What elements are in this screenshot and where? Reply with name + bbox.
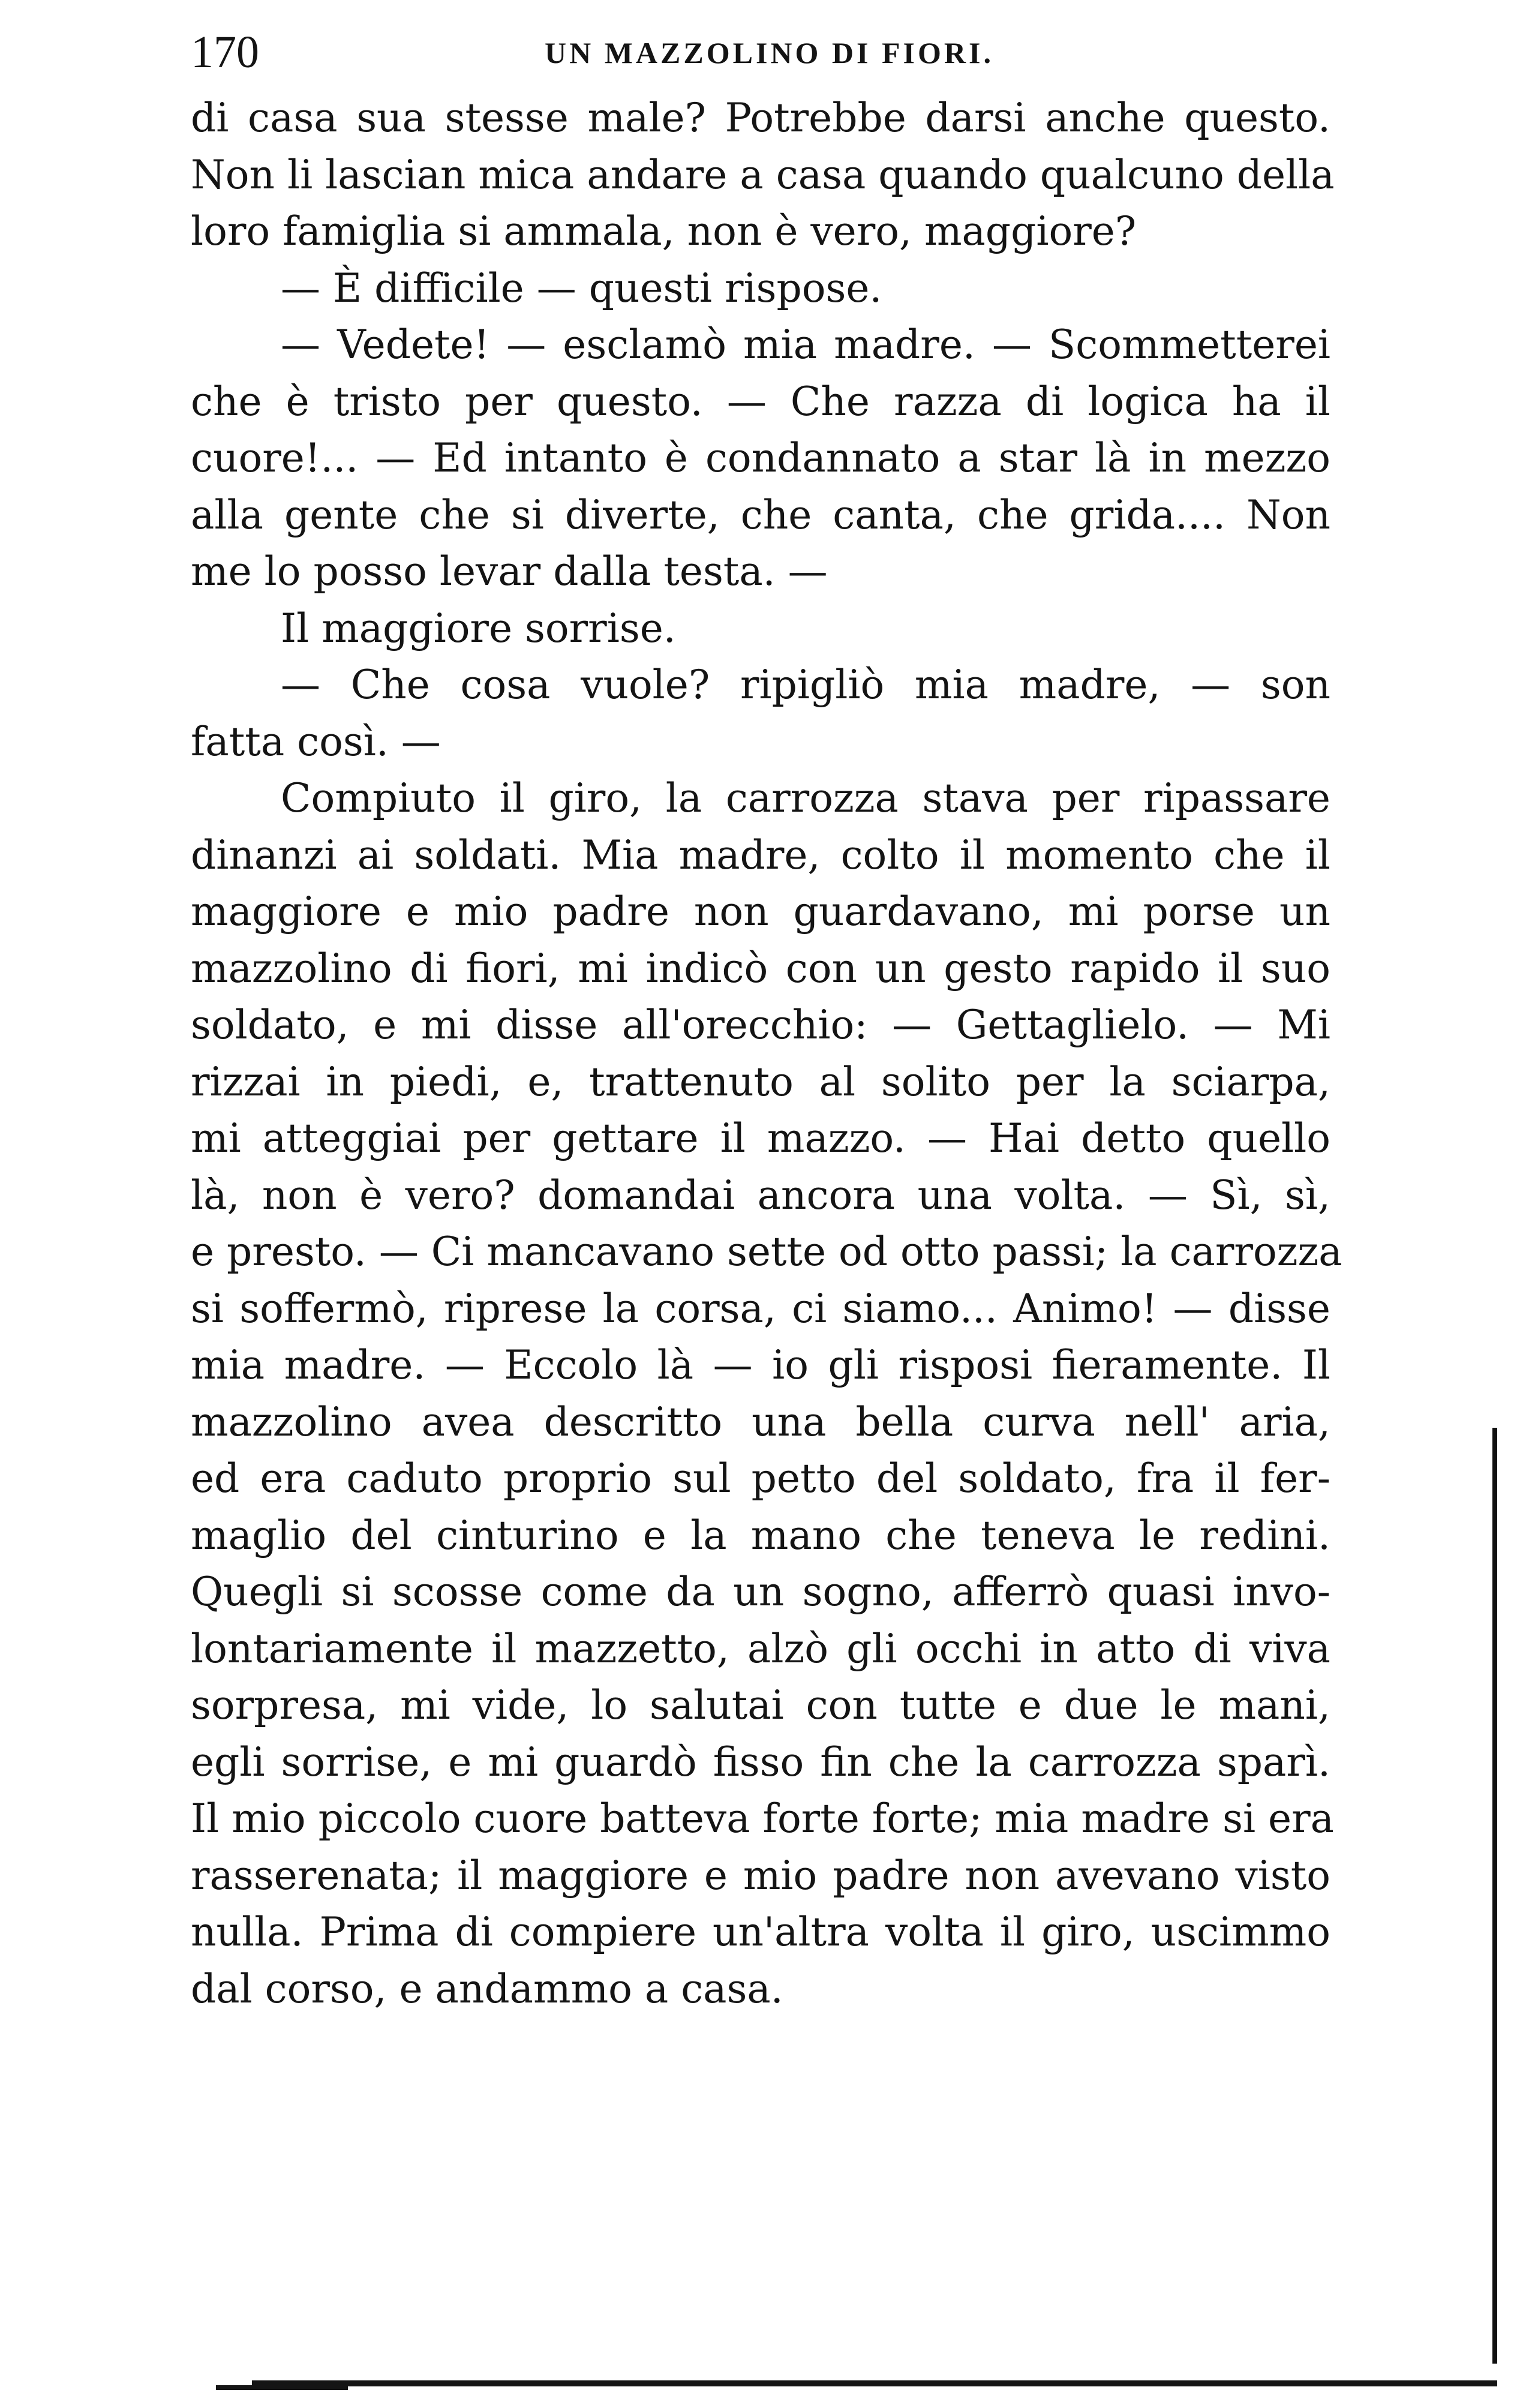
page-number: 170: [191, 27, 259, 77]
text-line: Quegli si scosse come da un sogno, afferrò quasi invo-: [191, 1569, 1330, 1615]
body-text: [191, 90, 1342, 2017]
text-line: Compiuto il giro, la carrozza stava per ripassare: [281, 775, 1330, 821]
text-line: Il maggiore sorrise.: [281, 605, 676, 651]
text-line: mazzolino avea descritto una bella curva nell' aria,: [191, 1398, 1330, 1445]
running-title: UN MAZZOLINO DI FIORI.: [545, 36, 994, 70]
text-line: dinanzi ai soldati. Mia madre, colto il momento che il: [191, 831, 1330, 878]
text-line: si soffermò, riprese la corsa, ci siamo... Animo! — disse: [191, 1285, 1330, 1332]
text-line: di casa sua stesse male? Potrebbe darsi anche questo.: [191, 95, 1330, 141]
text-line: rizzai in piedi, e, trattenuto al solito per la sciarpa,: [191, 1058, 1330, 1105]
text-line: maglio del cinturino e la mano che teneva le redini.: [191, 1512, 1330, 1559]
text-line: mia madre. — Eccolo là — io gli risposi fieramente. Il: [191, 1342, 1330, 1388]
text-line: mi atteggiai per gettare il mazzo. — Hai detto quello: [191, 1115, 1330, 1161]
text-line: — È difficile — questi rispose.: [281, 265, 882, 311]
scan-bottom-edge: [252, 2380, 1497, 2386]
text-line: lontariamente il mazzetto, alzò gli occhi in atto di viva: [191, 1625, 1330, 1672]
running-head: [191, 25, 1330, 79]
text-line: maggiore e mio padre non guardavano, mi porse un: [191, 888, 1330, 935]
text-line: soldato, e mi disse all'orecchio: — Gettaglielo. — Mi: [191, 1002, 1330, 1048]
text-line: sorpresa, mi vide, lo salutai con tutte e due le mani,: [191, 1682, 1330, 1728]
text-line: egli sorrise, e mi guardò fisso fin che la carrozza sparì.: [191, 1739, 1330, 1785]
text-line: e presto. — Ci mancavano sette od otto passi; la carrozza: [191, 1229, 1342, 1275]
text-line: che è tristo per questo. — Che razza di logica ha il: [191, 378, 1330, 425]
text-line: me lo posso levar dalla testa. —: [191, 548, 828, 595]
text-line: — Che cosa vuole? ripigliò mia madre, — son: [281, 662, 1330, 708]
text-line: alla gente che si diverte, che canta, che grida.... Non: [191, 491, 1330, 538]
text-line: là, non è vero? domandai ancora una volta. — Sì, sì,: [191, 1172, 1330, 1218]
text-line: loro famiglia si ammala, non è vero, maggiore?: [191, 208, 1137, 254]
text-line: ed era caduto proprio sul petto del soldato, fra il fer-: [191, 1455, 1330, 1502]
text-line: nulla. Prima di compiere un'altra volta il giro, uscimmo: [191, 1909, 1330, 1955]
text-line: cuore!... — Ed intanto è condannato a star là in mezzo: [191, 435, 1330, 481]
text-line: rasserenata; il maggiore e mio padre non avevano visto: [191, 1852, 1330, 1899]
scan-edge-line: [1492, 1428, 1497, 2364]
text-line: dal corso, e andammo a casa.: [191, 1965, 783, 2012]
text-line: fatta così. —: [191, 718, 441, 765]
text-line: mazzolino di fiori, mi indicò con un gesto rapido il suo: [191, 945, 1330, 992]
text-line: Non li lascian mica andare a casa quando qualcuno della: [191, 151, 1335, 198]
text-line: Il mio piccolo cuore batteva forte forte; mia madre si era: [191, 1796, 1335, 1842]
text-line: — Vedete! — esclamò mia madre. — Scommetterei: [281, 322, 1330, 368]
